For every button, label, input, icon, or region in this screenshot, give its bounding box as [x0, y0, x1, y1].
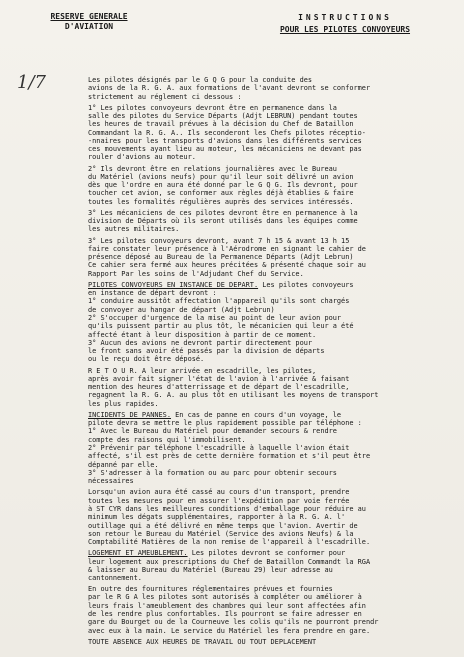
section-pannes-item-3: 3° S'adresser à la formation ou au parc pour obtenir secours nécessaires [88, 468, 337, 486]
section-pannes-heading [88, 411, 460, 419]
section-pannes-title: INCIDENTS DE PANNES. [88, 410, 171, 419]
paragraph-intro: Les pilotes désignés par le G Q G pour la conduite des avions de la R. G. A. aux formations de l'avant devront se conformer strictement au réglement ci dessous : [88, 76, 371, 101]
title-line-1: INSTRUCTIONS [298, 13, 392, 22]
section-logement-heading [88, 549, 460, 557]
section-logement-heading-tail: Les pilotes devront se conformer pour [187, 549, 346, 558]
section-instance-title: PILOTES CONVOYEURS EN INSTANCE DE DEPART. [88, 280, 259, 289]
paragraph-3-mechanics: 3° Les mécaniciens de ces pilotes devront être en permanence à la division de Départs où ils seront utilisés dans les équipes comme les autres militaires. [88, 208, 358, 234]
paragraph-3-presence: 3° Les pilotes convoyeurs devront, avant 7 h 15 & avant 13 h 15 faire constater leur présence à l'Aérodrome en signant le cahier de présence déposé au Bureau de la Permanence Départs (Adjt Lebrun) Ce cahier sera fermé aux heures précitées & présenté chaque soir au Rapport Par les soins de l'Adjudant Chef du Service. [88, 236, 366, 278]
section-pannes-item-1: 1° Avec le Bureau du Matériel pour demander secours & rendre compte des raisons qui l'immobilisent. [88, 427, 337, 444]
section-instance-item-2: 2° S'occuper d'urgence de la mise au point de leur avion pour qu'ils puissent partir au plus tôt, le mécanicien qui leur a été affecté étant à leur disposition à partir de ce moment. [88, 314, 354, 339]
section-pannes-intro: pilote devra se mettre le plus rapidement possible par téléphone : [88, 419, 362, 428]
section-instance-item-1: 1° conduire aussitôt affectation l'appareil qu'ils sont chargés de convoyer au hangar de départ (Adjt Lebrun) [88, 297, 350, 314]
footer-line: TOUTE ABSENCE AUX HEURES DE TRAVAIL OU TOUT DEPLACEMENT [88, 637, 317, 646]
section-instance-intro: en instance de départ devront : [88, 289, 217, 298]
section-logement-title: LOGEMENT ET AMEUBLEMENT. [88, 549, 188, 558]
section-instance-heading [88, 281, 460, 289]
org-line-2: D'AVIATION [64, 22, 114, 31]
organization-header [34, 12, 144, 32]
section-instance-heading-tail: Les pilotes convoyeurs [258, 280, 354, 289]
document-title [250, 12, 440, 36]
paragraph-1: 1° Les pilotes convoyeurs devront être en permanence dans la salle des pilotes du Service Départs (Adjt LEBRUN) pendant toutes les heures de travail prévues à la décision du Chef de Bataillon Commandant la R. G. A.. Ils seconderont les Chefs pilotes réceptio- -nnaires pour les transports d'avions dans les différents services ces mouvements ayant lieu au moteur, les mécaniciens ne devant pas rouler d'avions au moteur. [88, 103, 366, 162]
org-line-1: RESERVE GENERALE [50, 12, 128, 21]
handwritten-margin-mark: 1/7 [17, 72, 46, 93]
paragraph-closing: En outre des fournitures réglementaires prévues et fournies par le R G A les pilotes sont autorisés à compléter ou améliorer à leurs frais l'ameublement des chambres qui leur sont affectées afin de les rendre plus confortables. Ils pourront se faire adresser en gare du Bourget ou de la Courneuve les colis qu'ils ne pourront prendr avec eux à la main. Le service du Matériel les fera prendre en gare. [88, 585, 379, 635]
paragraph-retour: R E T O U R. A leur arrivée en escadrille, les pilotes, après avoir fait signer l'état de l'avion à l'arrivée & faisant mention des heures d'atterrissage et de départ de l'escadrille, regagnent la R. G. A. au plus tôt en utilisant les moyens de transport les plus rapides. [88, 366, 379, 408]
section-pannes-item-4: Lorsqu'un avion aura été cassé au cours d'un transport, prendre toutes les mesures pour en assurer l'expédition par voie ferrée à ST CYR dans les meilleures conditions d'emballage pour réduire au minimum les dégats supplémentaires, rapporter à la R. G. A. l' outillage qui a été délivré en même temps que l'avion. Avertir de son retour le Bureau du Matériel (Service des avions Neufs) & la Comptabilité Matières de la non remise de l'appareil à l'escadrille. [88, 488, 371, 547]
section-pannes-item-2: 2° Prévenir par téléphone l'escadrille à laquelle l'avion était affecté, s'il est près de cette dernière formation et s'il peut être dépanné par elle. [88, 444, 371, 469]
section-instance-item-3: 3° Aucun des avions ne devront partir directement pour le front sans avoir été passés par la division de départs ou le reçu doit être déposé. [88, 338, 325, 364]
document-body [88, 76, 460, 646]
paragraph-2: 2° Ils devront être en relations journalières avec le Bureau du Matériel (avions neufs) pour qu'il leur soit délivré un avion dès que l'ordre en aura été donné par le G Q G. Ils devront, pour toucher cet avion, se conformer aux règles déjà établies & faire toutes les formalités régulières auprès des services intéressés. [88, 164, 358, 206]
section-pannes-heading-tail: En cas de panne en cours d'un voyage, le [170, 410, 342, 419]
title-line-2: POUR LES PILOTES CONVOYEURS [279, 25, 411, 34]
section-logement-body: leur logement aux prescriptions du Chef de Bataillon Commandt la RGA & laisser au Bureau du Matériel (Bureau 29) leur adresse au cantonnement. [88, 557, 371, 583]
